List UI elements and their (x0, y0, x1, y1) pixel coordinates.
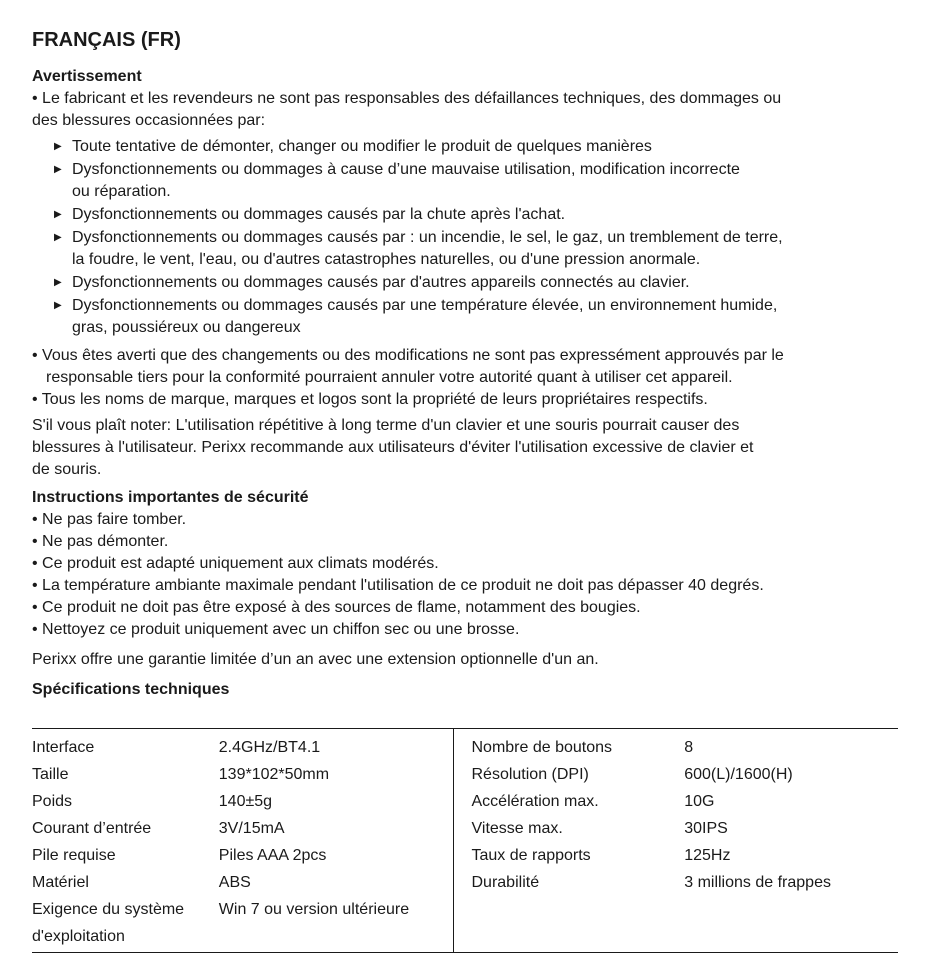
specs-heading: Spécifications techniques (32, 681, 230, 698)
list-item: • Ne pas faire tomber. (32, 511, 187, 528)
warning-list (32, 136, 912, 339)
triangle-bullet-icon: ▶ (54, 164, 62, 175)
list-item: • Ne pas démonter. (32, 533, 169, 550)
triangle-bullet-icon: ▶ (54, 141, 62, 152)
page-title: FRANÇAIS (FR) (32, 29, 181, 51)
table-row: Pile requise Piles AAA 2pcs Taux de rapports 125Hz (32, 842, 898, 869)
table-row: Taille 139*102*50mm Résolution (DPI) 600(L)/1600(H) (32, 761, 898, 788)
table-row: Exigence du système d'exploitation Win 7 ou version ultérieure (32, 896, 898, 953)
list-item: • La température ambiante maximale pendant l'utilisation de ce produit ne doit pas dépasser 40 degrés. (32, 577, 764, 594)
warranty-paragraph: Perixx offre une garantie limitée d’un an avec une extension optionnelle d'un an. (32, 651, 599, 668)
list-item: ▶ Dysfonctionnements ou dommages à cause d’une mauvaise utilisation, modification incorrecte ou réparation. (54, 161, 740, 200)
table-row: Interface 2.4GHz/BT4.1 Nombre de boutons 8 (32, 729, 898, 762)
table-row: Courant d’entrée 3V/15mA Vitesse max. 30IPS (32, 815, 898, 842)
table-row: Poids 140±5g Accélération max. 10G (32, 788, 898, 815)
specs-table-container (32, 728, 898, 953)
triangle-bullet-icon: ▶ (54, 232, 62, 243)
triangle-bullet-icon: ▶ (54, 277, 62, 288)
list-item: • Ce produit est adapté uniquement aux climats modérés. (32, 555, 439, 572)
list-item: ▶ Toute tentative de démonter, changer ou modifier le produit de quelques manières (54, 136, 912, 158)
warning-intro: • Le fabricant et les revendeurs ne sont pas responsables des défaillances techniques, des dommages ou des blessures occasionnées par: (32, 90, 782, 129)
list-item: ▶ Dysfonctionnements ou dommages causés par d'autres appareils connectés au clavier. (54, 272, 912, 294)
list-item: • Nettoyez ce produit uniquement avec un chiffon sec ou une brosse. (32, 621, 520, 638)
triangle-bullet-icon: ▶ (54, 209, 62, 220)
specs-table (32, 728, 898, 953)
brands-paragraph: • Tous les noms de marque, marques et logos sont la propriété de leurs propriétaires respectifs. (32, 391, 708, 408)
warning-heading: Avertissement (32, 68, 142, 85)
table-row: Matériel ABS Durabilité 3 millions de frappes (32, 869, 898, 896)
list-item: ▶ Dysfonctionnements ou dommages causés par la chute après l'achat. (54, 204, 912, 226)
triangle-bullet-icon: ▶ (54, 300, 62, 311)
notice-paragraph: • Vous êtes averti que des changements ou des modifications ne sont pas expressément approuvés par le responsable tiers pour la conformité pourraient annuler votre autorité quant à utiliser cet appareil. (32, 347, 784, 386)
list-item: ▶ Dysfonctionnements ou dommages causés par une température élevée, un environnement humide, gras, poussiéreux ou dangereux (54, 297, 778, 336)
list-item: ▶ Dysfonctionnements ou dommages causés par : un incendie, le sel, le gaz, un tremblement de terre, la foudre, le vent, l'eau, ou d'autres catastrophes naturelles, ou d'une pression anormale. (54, 229, 783, 268)
note-paragraph: S'il vous plaît noter: L'utilisation répétitive à long terme d'un clavier et une souris pourrait causer des blessures à l'utilisateur. Perixx recommande aux utilisateurs d'éviter l'utilisation excessive de clavier et de souris. (32, 417, 754, 478)
os-requirement-label: Exigence du système d'exploitation (32, 901, 185, 945)
safety-heading: Instructions importantes de sécurité (32, 489, 309, 506)
list-item: • Ce produit ne doit pas être exposé à des sources de flame, notamment des bougies. (32, 599, 641, 616)
